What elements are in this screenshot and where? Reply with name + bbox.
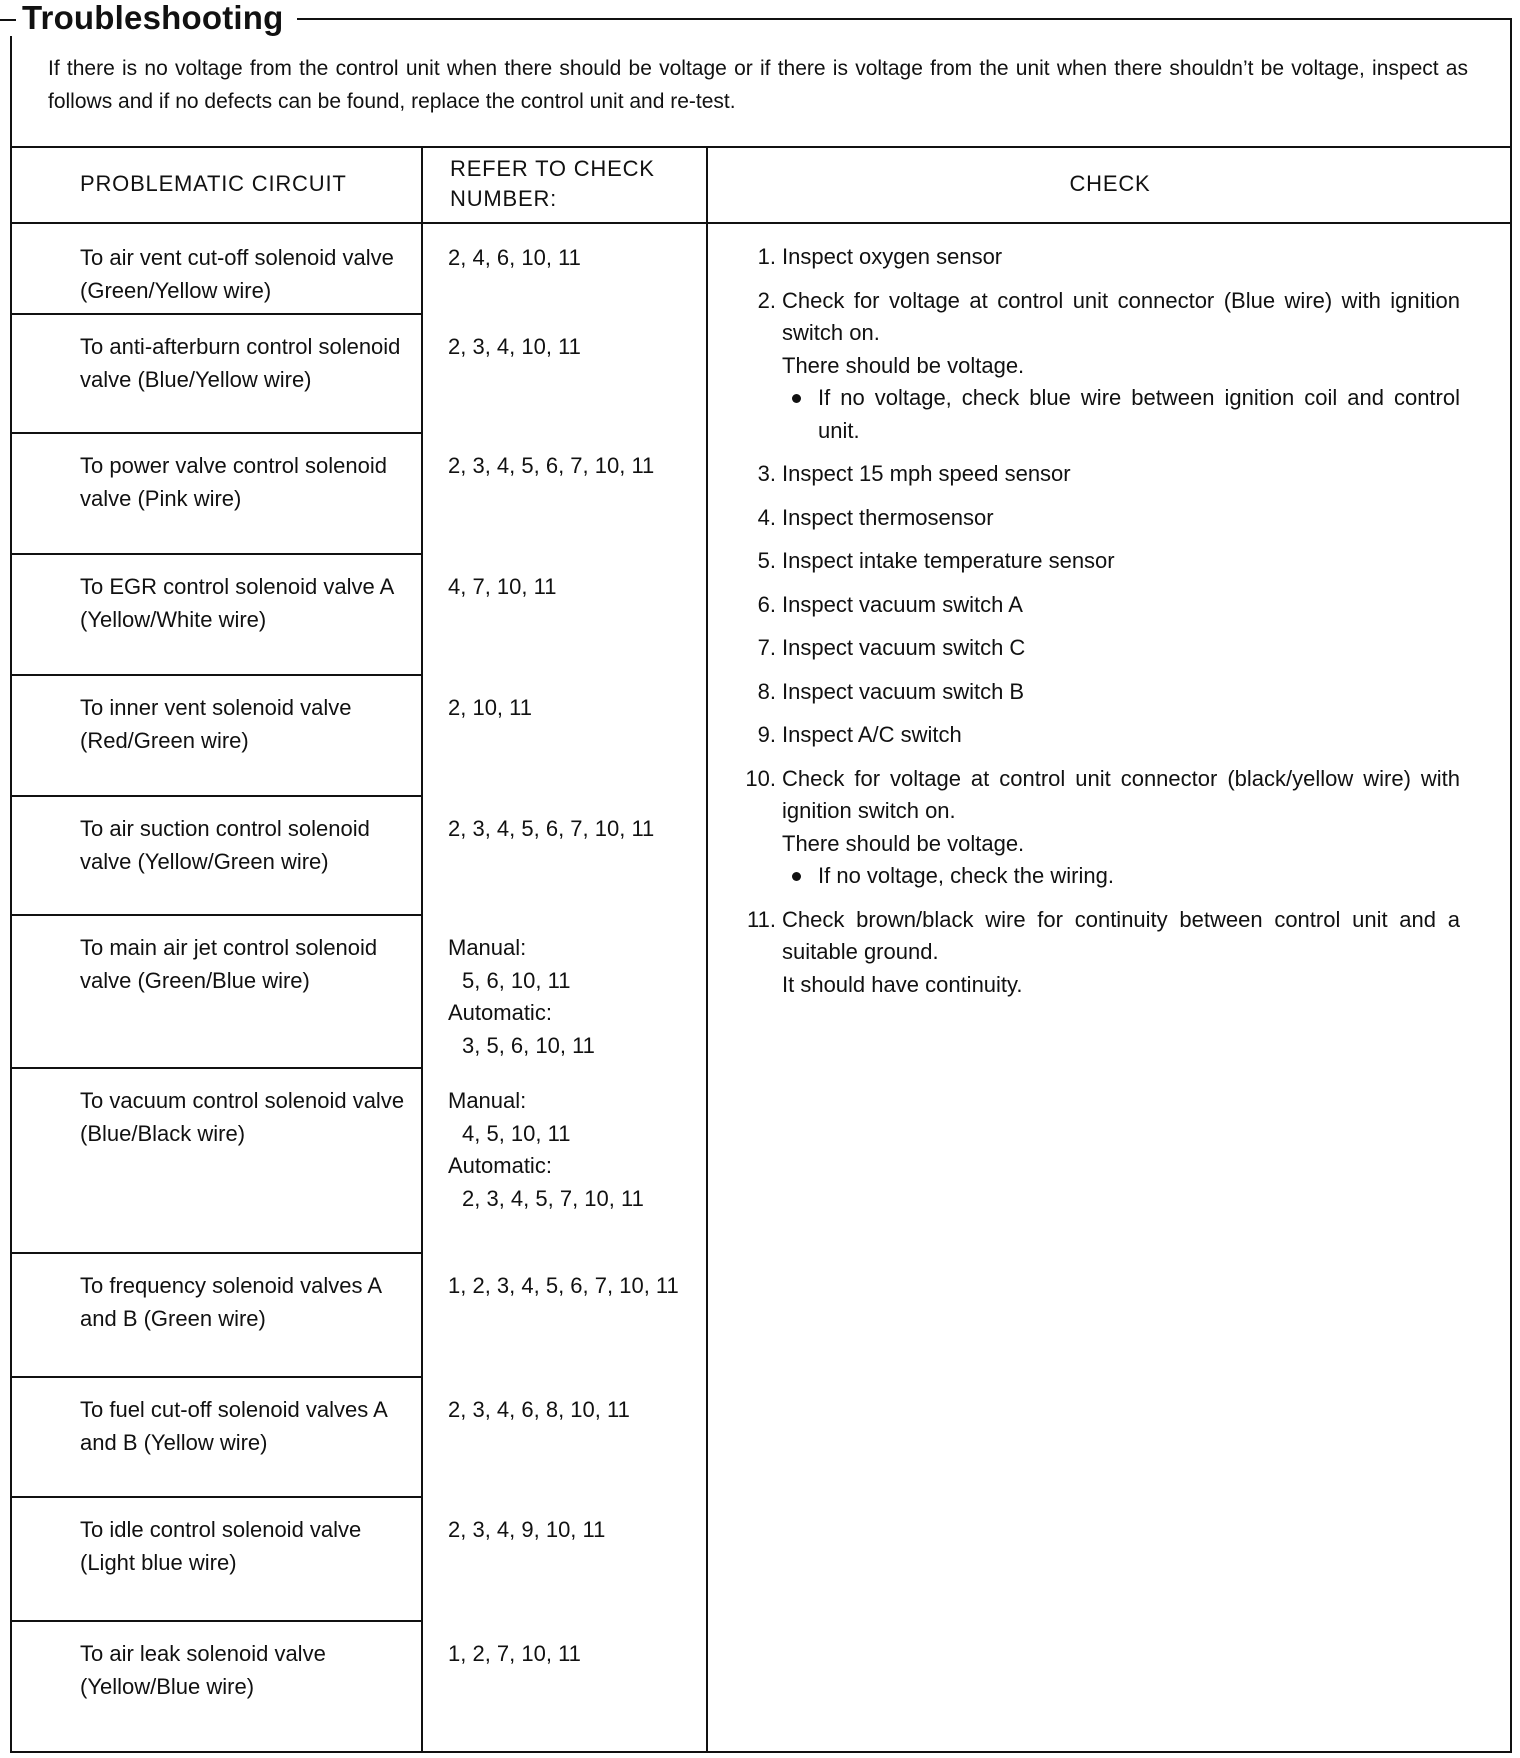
- check-number: 9.: [757, 722, 776, 747]
- check-bullet: If no voltage, check blue wire between ignition coil and control unit.: [782, 382, 1460, 447]
- table-row: [10, 1252, 679, 1376]
- header-refer: REFER TO CHECK NUMBER:: [450, 156, 655, 211]
- check-item: [740, 241, 1460, 274]
- check-item: [740, 589, 1460, 622]
- refer-line: 4, 7, 10, 11: [448, 574, 557, 599]
- row-divider: [10, 1376, 423, 1378]
- refer-line: Automatic:: [448, 1153, 552, 1178]
- column-divider-2: [706, 146, 708, 1753]
- circuit-cell: To frequency solenoid valves A and B (Green wire): [80, 1273, 381, 1331]
- row-divider: [10, 553, 423, 555]
- check-item: [740, 904, 1460, 1002]
- row-divider: [10, 1252, 423, 1254]
- refer-cell: [448, 932, 698, 1062]
- check-list: [740, 241, 1460, 1012]
- table-row: [10, 313, 581, 432]
- refer-line: 2, 4, 6, 10, 11: [448, 245, 581, 270]
- check-item: [740, 285, 1460, 448]
- title-rule: [0, 19, 16, 21]
- refer-line: 2, 3, 4, 5, 7, 10, 11: [462, 1185, 644, 1211]
- row-divider: [10, 914, 423, 916]
- check-text: Inspect intake temperature sensor: [782, 548, 1115, 573]
- refer-cell: [448, 331, 698, 364]
- refer-line: Manual:: [448, 935, 527, 960]
- check-text: Inspect vacuum switch C: [782, 635, 1026, 660]
- check-note: There should be voltage.: [782, 830, 1025, 856]
- check-number: 8.: [757, 678, 776, 704]
- circuit-cell: To vacuum control solenoid valve (Blue/Black wire): [80, 1088, 405, 1146]
- circuit-cell: To anti-afterburn control solenoid valve (Blue/Yellow wire): [80, 334, 401, 392]
- row-divider: [10, 313, 423, 315]
- check-item: [740, 545, 1460, 578]
- check-number: 6.: [757, 591, 776, 617]
- table-row: [10, 553, 557, 674]
- refer-line: 5, 6, 10, 11: [462, 967, 571, 993]
- check-number: 5.: [757, 548, 776, 573]
- check-text: Check brown/black wire for continuity between control unit and a suitable ground.: [782, 906, 1460, 964]
- check-bullet: If no voltage, check the wiring.: [782, 860, 1460, 893]
- table-row: [10, 432, 655, 553]
- table-row: [10, 1496, 606, 1620]
- refer-line: 2, 10, 11: [448, 695, 532, 720]
- circuit-cell: To main air jet control solenoid valve (Green/Blue wire): [80, 935, 378, 993]
- check-item: [740, 502, 1460, 535]
- circuit-cell: To inner vent solenoid valve (Red/Green wire): [80, 695, 352, 753]
- refer-cell: [448, 242, 698, 275]
- check-number: 10.: [745, 765, 776, 791]
- check-text: Inspect vacuum switch B: [782, 678, 1025, 704]
- refer-line: 4, 5, 10, 11: [462, 1120, 571, 1146]
- header-check: CHECK: [1069, 171, 1151, 196]
- refer-line: 1, 2, 3, 4, 5, 6, 7, 10, 11: [448, 1273, 679, 1298]
- table-row: [10, 1620, 581, 1753]
- table-row: [10, 914, 595, 1067]
- check-number: 7.: [757, 635, 776, 660]
- check-item: [740, 676, 1460, 709]
- check-item: [740, 719, 1460, 752]
- row-divider: [10, 1620, 423, 1622]
- circuit-cell: To air vent cut-off solenoid valve (Green/Yellow wire): [80, 245, 394, 303]
- refer-line: 1, 2, 7, 10, 11: [448, 1641, 581, 1666]
- check-number: 1.: [757, 244, 776, 269]
- check-note: It should have continuity.: [782, 971, 1023, 997]
- page-title: Troubleshooting: [22, 0, 284, 36]
- row-divider: [10, 1496, 423, 1498]
- table-row: [10, 795, 655, 914]
- circuit-cell: To air suction control solenoid valve (Yellow/Green wire): [80, 816, 370, 874]
- refer-cell: [448, 571, 698, 604]
- refer-line: Automatic:: [448, 1000, 552, 1025]
- refer-line: 2, 3, 4, 5, 6, 7, 10, 11: [448, 453, 655, 478]
- refer-cell: [448, 813, 698, 846]
- row-divider: [10, 674, 423, 676]
- refer-cell: [448, 1638, 698, 1671]
- check-number: 2.: [757, 287, 776, 313]
- circuit-cell: To EGR control solenoid valve A (Yellow/White wire): [80, 574, 394, 632]
- title-block: [0, 0, 297, 36]
- check-text: Inspect A/C switch: [782, 722, 962, 747]
- check-text: Check for voltage at control unit connector (black/yellow wire) with ignition switch on.: [782, 765, 1460, 823]
- check-text: Check for voltage at control unit connector (Blue wire) with ignition switch on.: [782, 287, 1460, 345]
- circuit-cell: To air leak solenoid valve (Yellow/Blue wire): [80, 1641, 326, 1699]
- refer-cell: [448, 450, 698, 483]
- row-divider: [10, 795, 423, 797]
- check-number: 3.: [757, 461, 776, 486]
- intro-paragraph: If there is no voltage from the control unit when there should be voltage or if there is voltage from the unit when there shouldn’t be voltage, inspect as follows and if no defects can be found, replace the control unit and re-test.: [48, 57, 1468, 113]
- refer-cell: [448, 1085, 698, 1215]
- troubleshooting-table: [10, 146, 1512, 1753]
- circuit-cell: To fuel cut-off solenoid valves A and B (Yellow wire): [80, 1397, 387, 1455]
- refer-cell: [448, 692, 698, 725]
- check-text: Inspect 15 mph speed sensor: [782, 461, 1071, 486]
- table-row: [10, 224, 581, 313]
- check-number: 11.: [747, 906, 776, 932]
- table-row: [10, 674, 532, 795]
- table-row: [10, 1376, 630, 1496]
- check-note: There should be voltage.: [782, 352, 1025, 378]
- refer-line: 3, 5, 6, 10, 11: [462, 1032, 595, 1058]
- check-number: 4.: [757, 504, 776, 530]
- refer-line: 2, 3, 4, 5, 6, 7, 10, 11: [448, 816, 655, 841]
- refer-cell: [448, 1394, 698, 1427]
- check-text: Inspect vacuum switch A: [782, 591, 1023, 617]
- check-text: Inspect thermosensor: [782, 504, 994, 530]
- circuit-cell: To power valve control solenoid valve (Pink wire): [80, 453, 387, 511]
- refer-line: 2, 3, 4, 10, 11: [448, 334, 581, 359]
- check-item: [740, 458, 1460, 491]
- refer-line: Manual:: [448, 1088, 527, 1113]
- check-text: Inspect oxygen sensor: [782, 244, 1003, 269]
- refer-cell: [448, 1514, 698, 1547]
- refer-line: 2, 3, 4, 9, 10, 11: [448, 1517, 606, 1542]
- check-item: [740, 763, 1460, 893]
- check-item: [740, 632, 1460, 665]
- row-divider: [10, 432, 423, 434]
- row-divider: [10, 1067, 423, 1069]
- refer-line: 2, 3, 4, 6, 8, 10, 11: [448, 1397, 630, 1422]
- circuit-cell: To idle control solenoid valve (Light blue wire): [80, 1517, 362, 1575]
- header-circuit: PROBLEMATIC CIRCUIT: [80, 171, 347, 196]
- table-row: [10, 1067, 644, 1252]
- refer-cell: [448, 1270, 698, 1303]
